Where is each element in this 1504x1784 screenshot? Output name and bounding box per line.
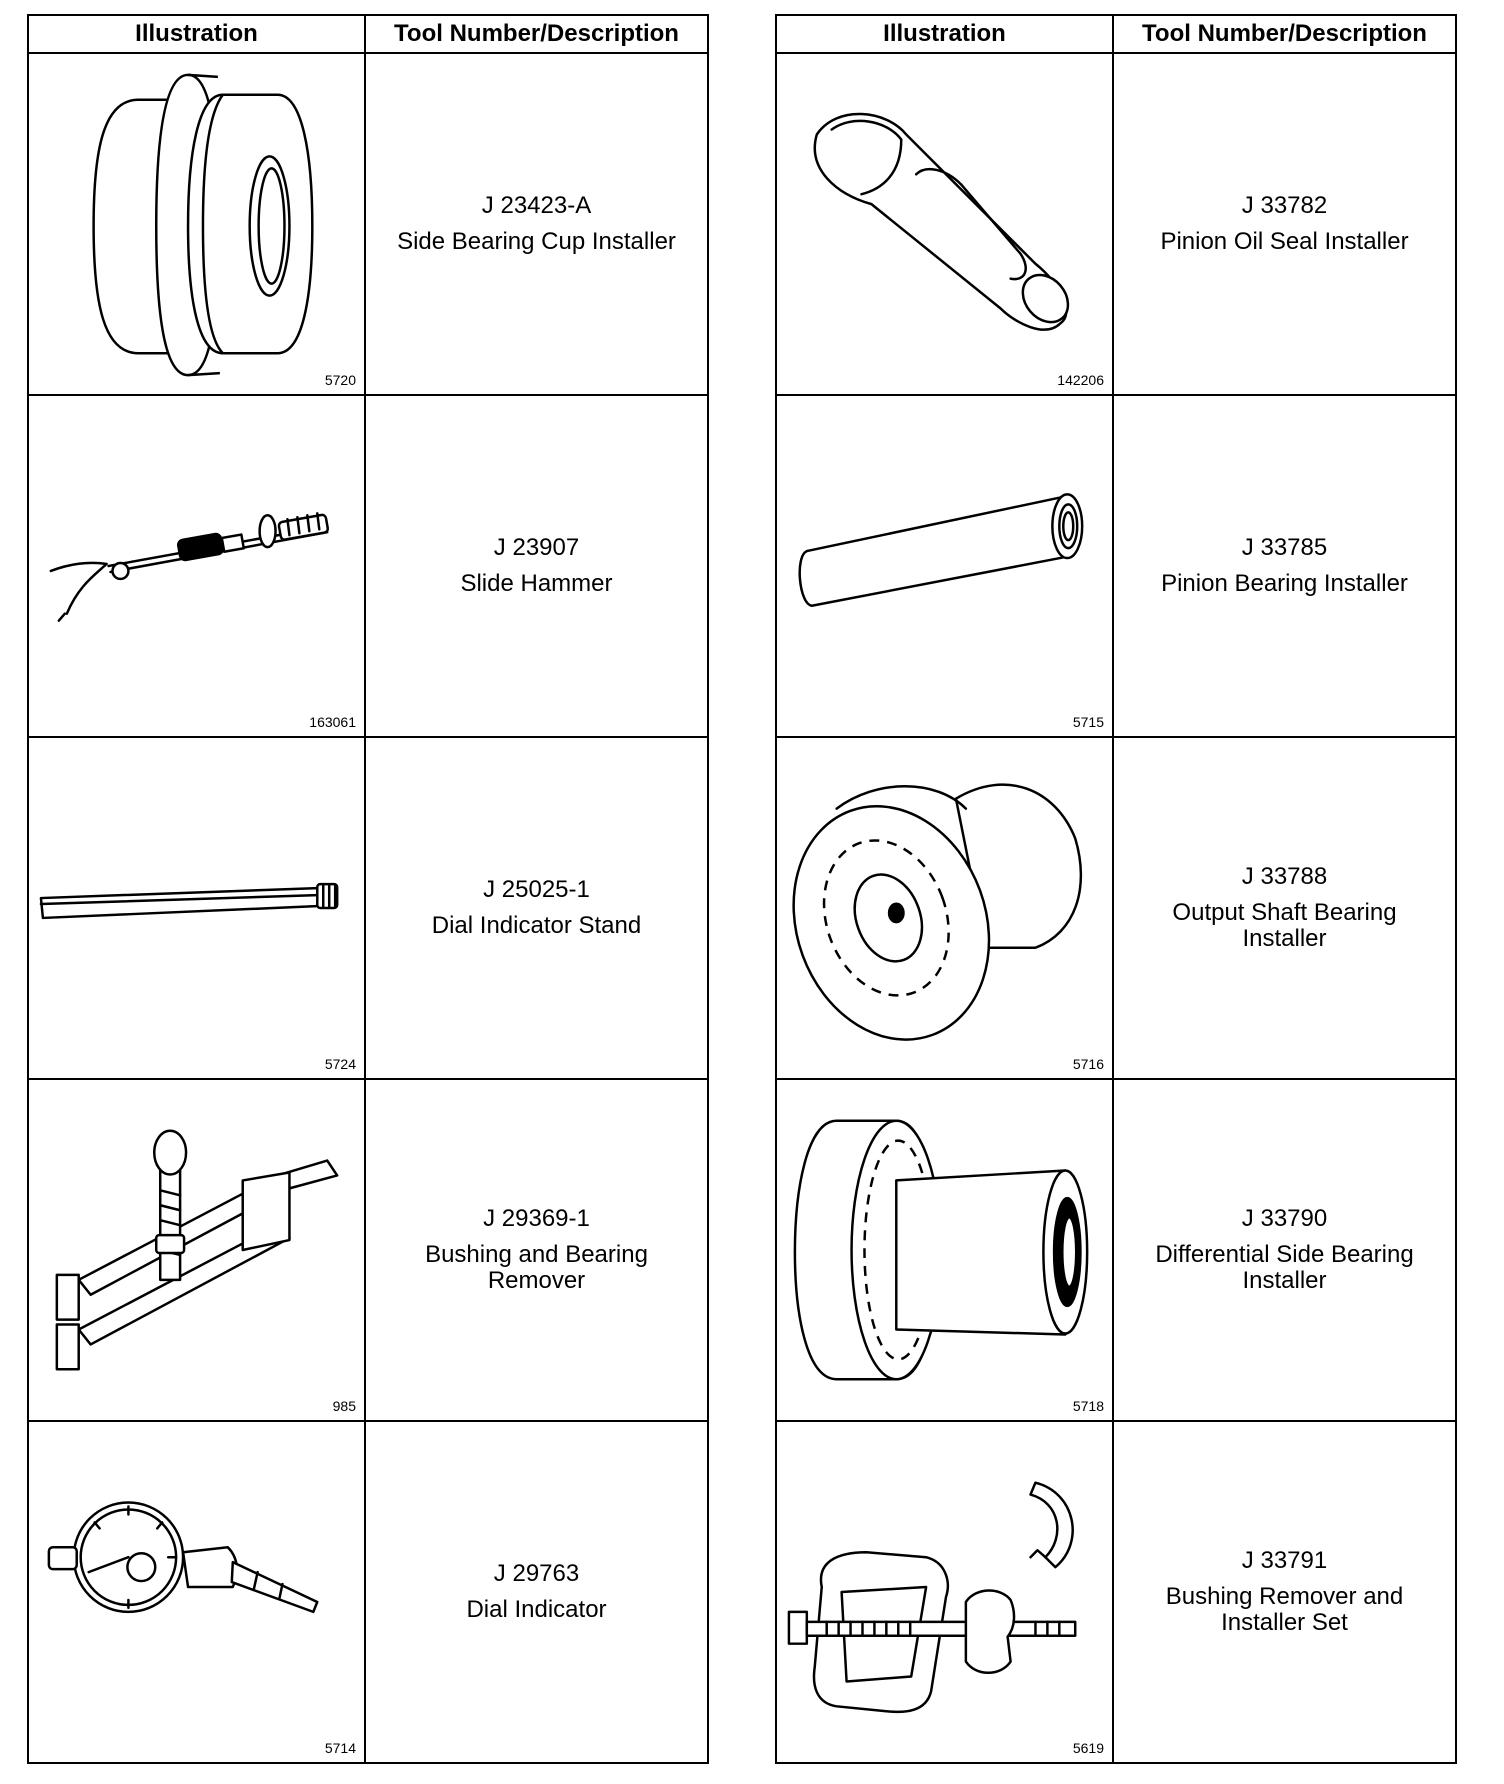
tool-number: J 23423-A [481, 192, 592, 219]
header-tool-number-description: Tool Number/Description [365, 15, 708, 53]
description-cell [365, 1079, 708, 1421]
tool-number: J 33791 [1241, 1547, 1328, 1574]
tool-description: Slide Hammer [460, 570, 613, 597]
description-cell [1113, 395, 1456, 737]
pinion-bearing-installer-icon [777, 396, 1112, 736]
figure-number: 5718 [1072, 1398, 1104, 1414]
description-cell [1113, 53, 1456, 395]
illustration-cell [776, 1421, 1113, 1763]
tool-description: Dial Indicator [466, 1596, 607, 1623]
figure-number: 5720 [324, 372, 356, 388]
table-row [28, 53, 708, 395]
illustration-cell [28, 395, 365, 737]
tool-number: J 29763 [493, 1560, 580, 1587]
bushing-bearing-remover-icon [29, 1080, 364, 1420]
side-bearing-cup-installer-icon [29, 54, 364, 394]
tool-number: J 33785 [1241, 534, 1328, 561]
description-cell [1113, 1421, 1456, 1763]
description-cell [1113, 1079, 1456, 1421]
illustration-cell [28, 1421, 365, 1763]
table-row [28, 395, 708, 737]
dial-indicator-icon [29, 1422, 364, 1762]
tool-description: Pinion Oil Seal Installer [1160, 228, 1409, 255]
description-cell [365, 395, 708, 737]
tool-number: J 23907 [493, 534, 580, 561]
table-row [28, 737, 708, 1079]
table-row [776, 1079, 1456, 1421]
figure-number: 5716 [1072, 1056, 1104, 1072]
illustration-cell [776, 395, 1113, 737]
figure-number: 985 [332, 1398, 356, 1414]
tool-description: Dial Indicator Stand [431, 912, 642, 939]
header-tool-number-description: Tool Number/Description [1113, 15, 1456, 53]
figure-number: 163061 [309, 714, 356, 730]
dial-indicator-stand-icon [29, 738, 364, 1078]
tool-number: J 33782 [1241, 192, 1328, 219]
tool-description: Output Shaft Bearing Installer [1172, 899, 1397, 952]
description-cell [365, 53, 708, 395]
bushing-remover-installer-set-icon [777, 1422, 1112, 1762]
table-header-row [776, 15, 1456, 53]
illustration-cell [776, 1079, 1113, 1421]
tool-description: Side Bearing Cup Installer [397, 228, 676, 255]
tool-number: J 33788 [1241, 863, 1328, 890]
tool-description: Bushing Remover and Installer Set [1165, 1583, 1404, 1636]
tool-number: J 29369-1 [483, 1205, 590, 1232]
tool-number: J 33790 [1241, 1205, 1328, 1232]
header-illustration: Illustration [28, 15, 365, 53]
description-cell [1113, 737, 1456, 1079]
figure-number: 5619 [1072, 1740, 1104, 1756]
tool-table-left [27, 14, 709, 1764]
tool-description: Pinion Bearing Installer [1161, 570, 1408, 597]
illustration-cell [28, 1079, 365, 1421]
description-cell [365, 1421, 708, 1763]
tool-table-right [775, 14, 1457, 1764]
figure-number: 5714 [324, 1740, 356, 1756]
tool-number: J 25025-1 [483, 876, 590, 903]
tool-description: Differential Side Bearing Installer [1155, 1241, 1414, 1294]
table-header-row [28, 15, 708, 53]
figure-number: 5715 [1072, 714, 1104, 730]
illustration-cell [28, 53, 365, 395]
output-shaft-bearing-installer-icon [777, 738, 1112, 1078]
table-row [776, 1421, 1456, 1763]
table-row [776, 395, 1456, 737]
header-illustration: Illustration [776, 15, 1113, 53]
illustration-cell [776, 53, 1113, 395]
table-row [776, 53, 1456, 395]
figure-number: 5724 [324, 1056, 356, 1072]
pinion-oil-seal-installer-icon [777, 54, 1112, 394]
illustration-cell [776, 737, 1113, 1079]
table-row [28, 1079, 708, 1421]
tool-description: Bushing and Bearing Remover [425, 1241, 648, 1294]
differential-side-bearing-installer-icon [777, 1080, 1112, 1420]
illustration-cell [28, 737, 365, 1079]
description-cell [365, 737, 708, 1079]
table-row [28, 1421, 708, 1763]
figure-number: 142206 [1057, 372, 1104, 388]
slide-hammer-icon [29, 396, 364, 736]
table-row [776, 737, 1456, 1079]
